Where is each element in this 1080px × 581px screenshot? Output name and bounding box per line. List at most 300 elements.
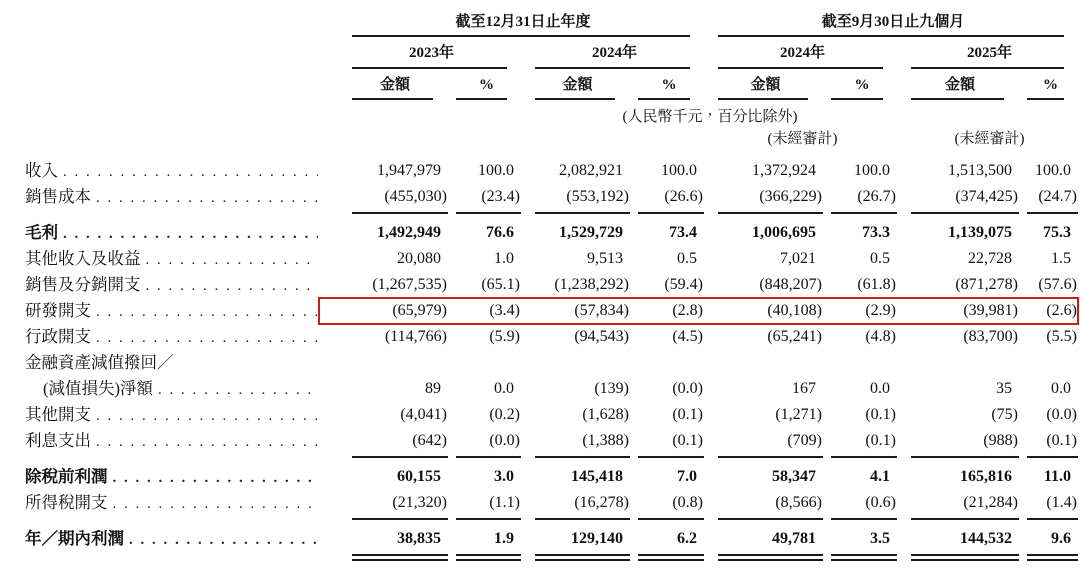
cell-value: (65,979) xyxy=(392,302,447,319)
percent-cell xyxy=(632,376,706,402)
percent-cell xyxy=(1021,376,1080,402)
year-rule xyxy=(535,67,690,69)
row-label-text: 其他收入及收益 xyxy=(25,249,141,268)
amount-cell xyxy=(340,324,450,350)
cell-value: (94,543) xyxy=(574,328,629,345)
percent-cell xyxy=(450,158,523,184)
cell-value: 20,080 xyxy=(397,250,441,267)
sum-rule-line xyxy=(911,212,1019,214)
double-rule-line xyxy=(1027,554,1078,561)
sum-rule-line xyxy=(718,212,823,214)
row-label-text: 金融資產減值撥回／ xyxy=(25,353,174,372)
cell-value: (5.5) xyxy=(1046,328,1077,345)
cell-value: 1,492,949 xyxy=(377,224,441,241)
sum-rule-line xyxy=(352,456,448,458)
year-header-2025: 2025年 xyxy=(966,45,1012,61)
cell-value: 76.6 xyxy=(486,224,514,241)
row-label-text: 毛利 xyxy=(25,223,58,242)
sum-rule-line xyxy=(456,518,521,520)
year-rule xyxy=(718,67,883,69)
amount-cell xyxy=(523,428,632,454)
amount-cell xyxy=(899,490,1021,516)
dot-leader xyxy=(96,324,318,350)
sum-rule-line xyxy=(1027,212,1078,214)
subheader-rule xyxy=(535,98,615,100)
row-label xyxy=(0,184,340,210)
cell-value: 144,532 xyxy=(960,530,1012,547)
dot-leader xyxy=(113,490,319,516)
period-group-title-9m: 截至9月30日止九個月 xyxy=(821,14,965,30)
percent-cell xyxy=(450,526,523,552)
row-label-text: 銷售成本 xyxy=(25,187,91,206)
amount-cell xyxy=(523,158,632,184)
subheader-rule xyxy=(638,98,690,100)
cell-value: 4.1 xyxy=(870,468,890,485)
percent-cell xyxy=(632,246,706,272)
percent-cell xyxy=(450,272,523,298)
subheader-rule xyxy=(1027,98,1064,100)
percent-cell xyxy=(632,272,706,298)
amount-cell xyxy=(523,184,632,210)
amount-cell xyxy=(706,220,825,246)
cell-value: 100.0 xyxy=(478,162,514,179)
sum-rule-line xyxy=(831,518,897,520)
sum-rule-line xyxy=(535,456,630,458)
year-header-2024-9m: 2024年 xyxy=(779,45,825,61)
amount-cell xyxy=(340,428,450,454)
cell-value: 22,728 xyxy=(968,250,1012,267)
dot-leader xyxy=(63,220,318,246)
cell-value: (2.9) xyxy=(865,302,896,319)
cell-value: 3.0 xyxy=(494,468,514,485)
cell-value: (75) xyxy=(991,406,1018,423)
amount-cell xyxy=(523,324,632,350)
amount-cell xyxy=(706,376,825,402)
percent-cell xyxy=(450,324,523,350)
amount-cell xyxy=(523,376,632,402)
row-label-text: 除稅前利潤 xyxy=(25,467,108,486)
cell-value: (871,278) xyxy=(955,276,1018,293)
sum-rule-line xyxy=(718,456,823,458)
cell-value: (4,041) xyxy=(400,406,447,423)
percent-cell xyxy=(632,184,706,210)
cell-value: (16,278) xyxy=(574,494,629,511)
sum-rule-line xyxy=(638,456,704,458)
cell-value: (1,238,292) xyxy=(554,276,629,293)
cell-value: (114,766) xyxy=(384,328,447,345)
percent-cell xyxy=(632,526,706,552)
cell-value: 167 xyxy=(792,380,816,397)
percent-cell xyxy=(1021,158,1080,184)
row-label xyxy=(0,158,340,184)
dot-leader xyxy=(96,428,318,454)
cell-value: 100.0 xyxy=(661,162,697,179)
cell-value: (3.4) xyxy=(489,302,520,319)
cell-value: 2,082,921 xyxy=(559,162,623,179)
amount-cell xyxy=(340,220,450,246)
year-header-2024: 2024年 xyxy=(591,45,637,61)
row-label xyxy=(0,324,340,350)
sum-rule-line xyxy=(638,518,704,520)
cell-value: (553,192) xyxy=(566,188,629,205)
amount-cell xyxy=(899,526,1021,552)
amount-cell xyxy=(340,246,450,272)
cell-value: (4.5) xyxy=(672,328,703,345)
cell-value: (0.0) xyxy=(489,432,520,449)
percent-cell xyxy=(1021,428,1080,454)
unaudited-note: (未經審計) xyxy=(954,131,1025,147)
percent-cell xyxy=(450,298,523,324)
row-label xyxy=(0,298,340,324)
subheader-rule xyxy=(456,98,507,100)
sum-rule-line xyxy=(456,456,521,458)
amount-cell xyxy=(340,272,450,298)
amount-cell xyxy=(899,158,1021,184)
dot-leader xyxy=(146,272,319,298)
amount-cell xyxy=(706,272,825,298)
sum-rule-line xyxy=(911,456,1019,458)
cell-value: 165,816 xyxy=(960,468,1012,485)
dot-leader xyxy=(63,158,318,184)
double-rule-line xyxy=(638,554,704,561)
year-rule xyxy=(352,67,507,69)
double-rule-line xyxy=(718,554,823,561)
percent-cell xyxy=(825,428,899,454)
amount-header: 金額 xyxy=(379,77,410,93)
amount-cell xyxy=(899,272,1021,298)
sum-rule-line xyxy=(535,212,630,214)
percent-cell xyxy=(632,490,706,516)
cell-value: 1,006,695 xyxy=(752,224,816,241)
cell-value: 9.6 xyxy=(1051,530,1071,547)
cell-value: (1,388) xyxy=(582,432,629,449)
year-header-2023: 2023年 xyxy=(408,45,454,61)
row-label-text: 行政開支 xyxy=(25,327,91,346)
row-label xyxy=(0,490,340,516)
year-rule xyxy=(911,67,1064,69)
percent-cell xyxy=(450,402,523,428)
cell-value: 1.9 xyxy=(494,530,514,547)
cell-value: (5.9) xyxy=(489,328,520,345)
cell-value: (2.6) xyxy=(1046,302,1077,319)
double-rule-line xyxy=(352,554,448,561)
percent-cell xyxy=(632,402,706,428)
sum-rule-line xyxy=(352,518,448,520)
cell-value: (0.1) xyxy=(672,406,703,423)
row-label xyxy=(0,428,340,454)
cell-value: 6.2 xyxy=(677,530,697,547)
percent-cell xyxy=(825,246,899,272)
amount-cell xyxy=(899,184,1021,210)
amount-cell xyxy=(523,402,632,428)
cell-value: (57.6) xyxy=(1038,276,1077,293)
cell-value: (21,284) xyxy=(963,494,1018,511)
cell-value: (374,425) xyxy=(955,188,1018,205)
percent-header: % xyxy=(479,77,494,93)
cell-value: (23.4) xyxy=(481,188,520,205)
amount-cell xyxy=(340,298,450,324)
cell-value: 1,529,729 xyxy=(559,224,623,241)
amount-cell xyxy=(899,220,1021,246)
subheader-rule xyxy=(911,98,1004,100)
percent-cell xyxy=(1021,526,1080,552)
percent-cell xyxy=(825,526,899,552)
amount-cell xyxy=(899,246,1021,272)
sum-rule-line xyxy=(1027,456,1078,458)
cell-value: (26.7) xyxy=(857,188,896,205)
row-label-text: 收入 xyxy=(25,161,58,180)
cell-value: (709) xyxy=(787,432,822,449)
sum-rule-line xyxy=(456,212,521,214)
percent-cell xyxy=(825,464,899,490)
percent-cell xyxy=(1021,272,1080,298)
cell-value: (1.1) xyxy=(489,494,520,511)
cell-value: (8,566) xyxy=(775,494,822,511)
cell-value: (366,229) xyxy=(759,188,822,205)
cell-value: (0.1) xyxy=(865,406,896,423)
cell-value: 73.3 xyxy=(862,224,890,241)
row-label-text: (減值損失)淨額 xyxy=(43,379,153,398)
cell-value: 1,372,924 xyxy=(752,162,816,179)
percent-cell xyxy=(1021,246,1080,272)
amount-cell xyxy=(706,402,825,428)
percent-cell xyxy=(632,158,706,184)
cell-value: 11.0 xyxy=(1043,468,1071,485)
percent-cell xyxy=(1021,464,1080,490)
amount-cell xyxy=(523,490,632,516)
row-label xyxy=(0,350,340,376)
percent-cell xyxy=(1021,402,1080,428)
dot-leader xyxy=(96,298,318,324)
amount-cell xyxy=(340,184,450,210)
cell-value: 100.0 xyxy=(1035,162,1071,179)
cell-value: (59.4) xyxy=(664,276,703,293)
cell-value: 1,513,500 xyxy=(948,162,1012,179)
cell-value: (83,700) xyxy=(963,328,1018,345)
row-label xyxy=(0,526,340,552)
amount-cell xyxy=(899,402,1021,428)
percent-cell xyxy=(450,490,523,516)
row-label xyxy=(0,402,340,428)
cell-value: 100.0 xyxy=(854,162,890,179)
cell-value: (0.2) xyxy=(489,406,520,423)
sum-rule-line xyxy=(638,212,704,214)
cell-value: (0.6) xyxy=(865,494,896,511)
amount-cell xyxy=(706,490,825,516)
group-rule-fy xyxy=(352,35,690,37)
subheader-rule xyxy=(352,98,433,100)
cell-value: (26.6) xyxy=(664,188,703,205)
percent-cell xyxy=(632,464,706,490)
cell-value: 3.5 xyxy=(870,530,890,547)
cell-value: (0.1) xyxy=(865,432,896,449)
amount-cell xyxy=(523,298,632,324)
sum-rule-line xyxy=(831,456,897,458)
amount-cell xyxy=(899,428,1021,454)
row-label xyxy=(0,272,340,298)
percent-cell xyxy=(825,376,899,402)
cell-value: (848,207) xyxy=(759,276,822,293)
amount-cell xyxy=(706,158,825,184)
cell-value: 60,155 xyxy=(397,468,441,485)
cell-value: 38,835 xyxy=(397,530,441,547)
row-label-text: 其他開支 xyxy=(25,405,91,424)
cell-value: 0.5 xyxy=(870,250,890,267)
sum-rule-line xyxy=(352,212,448,214)
amount-cell xyxy=(706,246,825,272)
cell-value: (24.7) xyxy=(1038,188,1077,205)
cell-value: 0.0 xyxy=(494,380,514,397)
cell-value: 75.3 xyxy=(1043,224,1071,241)
amount-cell xyxy=(899,324,1021,350)
cell-value: (57,834) xyxy=(574,302,629,319)
percent-cell xyxy=(450,428,523,454)
cell-value: 7.0 xyxy=(677,468,697,485)
row-label xyxy=(0,464,340,490)
amount-cell xyxy=(340,158,450,184)
percent-cell xyxy=(632,324,706,350)
dot-leader xyxy=(129,526,318,552)
percent-cell xyxy=(1021,324,1080,350)
sum-rule-line xyxy=(718,518,823,520)
percent-cell xyxy=(825,158,899,184)
cell-value: 1,139,075 xyxy=(948,224,1012,241)
cell-value: (455,030) xyxy=(384,188,447,205)
amount-cell xyxy=(523,246,632,272)
double-rule-line xyxy=(831,554,897,561)
group-rule-9m xyxy=(718,35,1064,37)
percent-cell xyxy=(1021,298,1080,324)
amount-cell xyxy=(523,220,632,246)
cell-value: (4.8) xyxy=(865,328,896,345)
double-rule-line xyxy=(911,554,1019,561)
amount-cell xyxy=(706,428,825,454)
percent-cell xyxy=(1021,490,1080,516)
percent-cell xyxy=(825,184,899,210)
dot-leader xyxy=(96,184,318,210)
cell-value: 73.4 xyxy=(669,224,697,241)
amount-cell xyxy=(706,464,825,490)
cell-value: (65.1) xyxy=(481,276,520,293)
row-label-text: 銷售及分銷開支 xyxy=(25,275,141,294)
amount-header: 金額 xyxy=(944,77,975,93)
cell-value: 49,781 xyxy=(772,530,816,547)
percent-cell xyxy=(1021,220,1080,246)
percent-cell xyxy=(1021,184,1080,210)
amount-cell xyxy=(340,490,450,516)
percent-cell xyxy=(825,298,899,324)
dot-leader xyxy=(96,402,318,428)
percent-cell xyxy=(450,246,523,272)
row-label-text: 研發開支 xyxy=(25,301,91,320)
percent-cell xyxy=(825,402,899,428)
amount-cell xyxy=(340,526,450,552)
cell-value: 0.0 xyxy=(1051,380,1071,397)
percent-cell xyxy=(450,376,523,402)
double-rule-line xyxy=(535,554,630,561)
subheader-rule xyxy=(831,98,883,100)
subheader-rule xyxy=(718,98,808,100)
amount-cell xyxy=(899,298,1021,324)
row-label xyxy=(0,376,340,402)
cell-value: 145,418 xyxy=(571,468,623,485)
cell-value: 0.0 xyxy=(870,380,890,397)
cell-value: (61.8) xyxy=(857,276,896,293)
amount-cell xyxy=(706,184,825,210)
percent-cell xyxy=(825,324,899,350)
cell-value: (0.0) xyxy=(1046,406,1077,423)
cell-value: 89 xyxy=(425,380,441,397)
amount-header: 金額 xyxy=(562,77,593,93)
row-label xyxy=(0,220,340,246)
unaudited-note: (未經審計) xyxy=(767,131,838,147)
cell-value: 58,347 xyxy=(772,468,816,485)
percent-cell xyxy=(825,272,899,298)
cell-value: 1.0 xyxy=(494,250,514,267)
percent-cell xyxy=(450,464,523,490)
dot-leader xyxy=(146,246,319,272)
percent-header: % xyxy=(854,77,870,93)
row-label-text: 利息支出 xyxy=(25,431,91,450)
double-rule-line xyxy=(456,554,521,561)
percent-cell xyxy=(450,220,523,246)
amount-cell xyxy=(340,402,450,428)
amount-cell xyxy=(340,376,450,402)
period-group-title-fy: 截至12月31日止年度 xyxy=(455,14,591,30)
sum-rule-line xyxy=(535,518,630,520)
percent-header: % xyxy=(661,77,677,93)
cell-value: (65,241) xyxy=(767,328,822,345)
percent-cell xyxy=(632,298,706,324)
unit-note: (人民幣千元，百分比除外) xyxy=(622,109,798,125)
cell-value: (1,267,535) xyxy=(372,276,447,293)
amount-cell xyxy=(899,376,1021,402)
cell-value: (1,628) xyxy=(582,406,629,423)
cell-value: (0.0) xyxy=(672,380,703,397)
percent-cell xyxy=(450,184,523,210)
amount-cell xyxy=(706,324,825,350)
cell-value: (40,108) xyxy=(767,302,822,319)
amount-cell xyxy=(523,272,632,298)
amount-header: 金額 xyxy=(750,77,781,93)
amount-cell xyxy=(899,464,1021,490)
cell-value: (1.4) xyxy=(1046,494,1077,511)
row-label-text: 所得稅開支 xyxy=(25,493,108,512)
cell-value: (0.1) xyxy=(672,432,703,449)
dot-leader xyxy=(158,376,318,402)
cell-value: (21,320) xyxy=(392,494,447,511)
amount-cell xyxy=(340,464,450,490)
row-label xyxy=(0,246,340,272)
amount-cell xyxy=(706,526,825,552)
cell-value: 1.5 xyxy=(1051,250,1071,267)
amount-cell xyxy=(523,526,632,552)
sum-rule-line xyxy=(1027,518,1078,520)
cell-value: 1,947,979 xyxy=(377,162,441,179)
amount-cell xyxy=(706,298,825,324)
cell-value: (1,271) xyxy=(775,406,822,423)
percent-cell xyxy=(825,220,899,246)
percent-cell xyxy=(632,428,706,454)
cell-value: (642) xyxy=(412,432,447,449)
percent-cell xyxy=(825,490,899,516)
cell-value: 9,513 xyxy=(587,250,623,267)
cell-value: (0.1) xyxy=(1046,432,1077,449)
cell-value: 35 xyxy=(996,380,1012,397)
cell-value: (39,981) xyxy=(963,302,1018,319)
cell-value: (0.8) xyxy=(672,494,703,511)
amount-cell xyxy=(523,464,632,490)
